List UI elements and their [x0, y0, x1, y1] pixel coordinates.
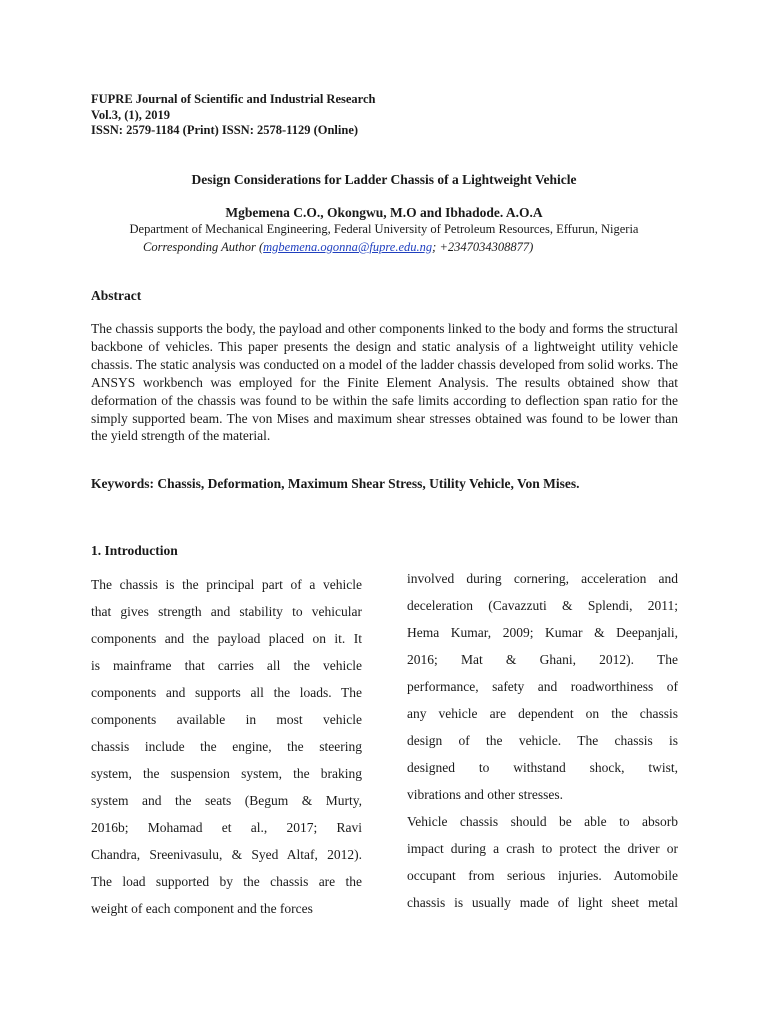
- text-line: components and the payload placed on it. It: [91, 631, 362, 646]
- text-line: occupant from serious injuries. Automobile: [407, 868, 678, 883]
- introduction-heading: 1. Introduction: [91, 543, 178, 558]
- abstract-text: The chassis supports the body, the payload and other components linked to the body and forms the structural backbone of vehicles. This paper presents the design and static analysis of a lightweight utility vehicle chassis. The static analysis was conducted on a model of the ladder chassis developed from solid works. The ANSYS workbench was employed for the Finite Element Analysis. The results obtained show that deformation of the chassis was found to be within the safe limits according to deflection span ratio for the simply supported beam. The von Mises and maximum shear stresses obtained was found to be lower than the yield strength of the material.: [91, 321, 678, 444]
- author-affiliation: Department of Mechanical Engineering, Federal University of Petroleum Resources, Effurun, Nigeria: [129, 222, 639, 236]
- text-line: designed to withstand shock, twist,: [407, 760, 678, 775]
- text-line: involved during cornering, acceleration and: [407, 571, 678, 586]
- text-line: Hema Kumar, 2009; Kumar & Deepanjali,: [407, 625, 678, 640]
- text-line: The chassis is the principal part of a vehicle: [91, 577, 362, 592]
- text-line: components and supports all the loads. The: [91, 685, 362, 700]
- text-line: deceleration (Cavazzuti & Splendi, 2011;: [407, 598, 678, 613]
- text-line: 2016b; Mohamad et al., 2017; Ravi: [91, 820, 362, 835]
- journal-name: FUPRE Journal of Scientific and Industrial Research: [91, 92, 376, 106]
- paper-title: Design Considerations for Ladder Chassis of a Lightweight Vehicle: [191, 172, 577, 187]
- introduction-right-column: [407, 565, 678, 916]
- keywords: Keywords: Chassis, Deformation, Maximum Shear Stress, Utility Vehicle, Von Mises.: [91, 476, 580, 491]
- corresponding-author: [143, 240, 533, 255]
- text-line: 2016; Mat & Ghani, 2012). The: [407, 652, 678, 667]
- journal-issn: ISSN: 2579-1184 (Print) ISSN: 2578-1129 (Online): [91, 123, 359, 137]
- text-line: is mainframe that carries all the vehicle: [91, 658, 362, 673]
- journal-header: [91, 92, 376, 139]
- paper-authors: Mgbemena C.O., Okongwu, M.O and Ibhadode. A.O.A: [225, 205, 543, 220]
- corresponding-suffix: ; +2347034308877): [432, 240, 534, 254]
- text-line: performance, safety and roadworthiness of: [407, 679, 678, 694]
- text-line: weight of each component and the forces: [91, 901, 313, 916]
- text-line: vibrations and other stresses.: [407, 787, 563, 802]
- text-line: any vehicle are dependent on the chassis: [407, 706, 678, 721]
- text-line: Chandra, Sreenivasulu, & Syed Altaf, 2012).: [91, 847, 362, 862]
- text-line: system and the seats (Begum & Murty,: [91, 793, 362, 808]
- text-line: that gives strength and stability to vehicular: [91, 604, 362, 619]
- text-line: The load supported by the chassis are the: [91, 874, 362, 889]
- corresponding-email-link[interactable]: mgbemena.ogonna@fupre.edu.ng: [263, 240, 433, 254]
- text-line: chassis include the engine, the steering: [91, 739, 362, 754]
- text-line: design of the vehicle. The chassis is: [407, 733, 678, 748]
- corresponding-prefix: Corresponding Author (: [143, 240, 264, 254]
- journal-volume: Vol.3, (1), 2019: [91, 107, 171, 122]
- text-line: Vehicle chassis should be able to absorb: [407, 814, 678, 829]
- introduction-left-column: [91, 571, 362, 922]
- text-line: components available in most vehicle: [91, 712, 362, 727]
- text-line: chassis is usually made of light sheet metal: [407, 895, 678, 910]
- text-line: system, the suspension system, the braking: [91, 766, 362, 781]
- abstract-heading: Abstract: [91, 288, 142, 303]
- text-line: impact during a crash to protect the driver or: [407, 841, 678, 856]
